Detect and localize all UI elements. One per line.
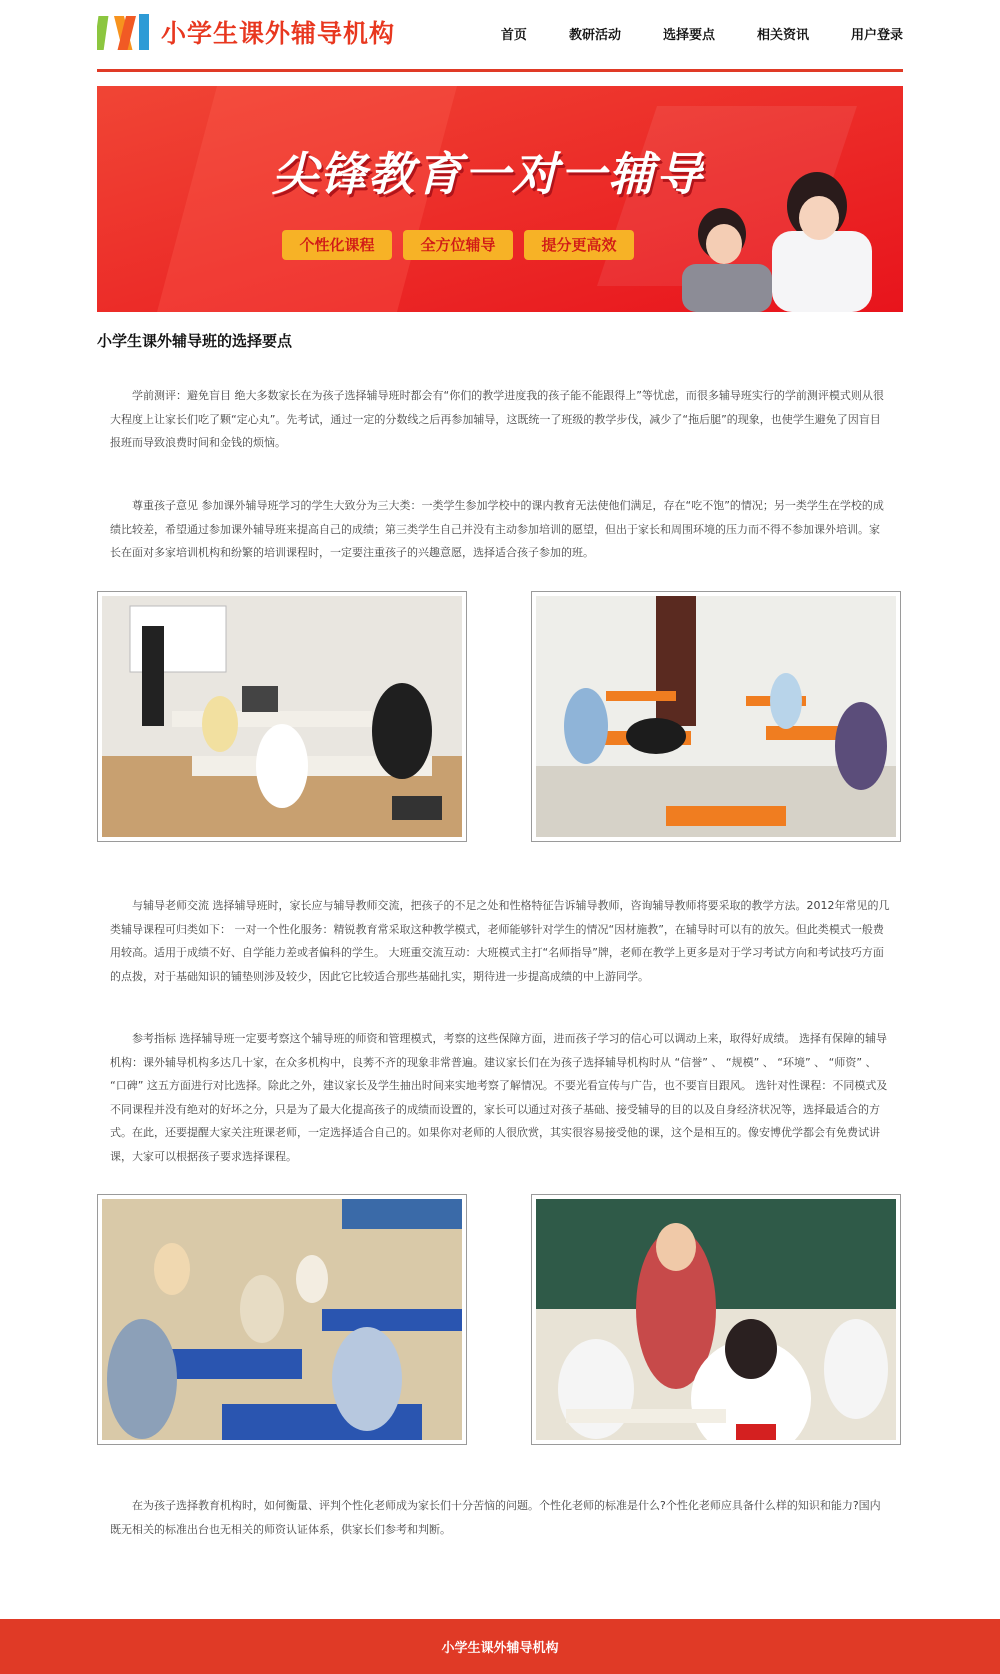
classroom-photo-4 bbox=[531, 1194, 901, 1445]
logo-icon bbox=[97, 12, 153, 52]
hero-banner bbox=[97, 86, 903, 312]
nav-home[interactable]: 首页 bbox=[500, 28, 527, 43]
classroom-photo-1 bbox=[97, 591, 467, 842]
banner-button-score-boost[interactable]: 提分更高效 bbox=[524, 230, 634, 260]
header-divider bbox=[97, 69, 903, 72]
classroom-photo-2 bbox=[531, 591, 901, 842]
footer-text: 小学生课外辅导机构 bbox=[441, 1641, 559, 1656]
paragraph-2: 尊重孩子意见 参加课外辅导班学习的学生大致分为三大类：一类学生参加学校中的课内教育无法使他们满足，存在“吃不饱”的情况；另一类学生在学校的成绩比较差，希望通过参加课外辅导班来提高自己的成绩；第三类学生自己并没有主动参加培训的愿望，但出于家长和周围环境的压力而不得不参加课外培训。家长在面对多家培训机构和纷繁的培训课程时，一定要注重孩子的兴趣意愿，选择适合孩子参加的班。 bbox=[110, 499, 884, 559]
site-header bbox=[97, 0, 903, 68]
paragraph-4: 参考指标 选择辅导班一定要考察这个辅导班的师资和管理模式，考察的这些保障方面，进而孩子学习的信心可以调动上来，取得好成绩。 选择有保障的辅导机构：课外辅导机构多达几十家，在众多机构中，良莠不齐的现象非常普遍。建议家长们在为孩子选择辅导机构时从 “信誉” 、 “规模” 、 “环境” 、 “师资” 、 “口碑” 这五方面进行对比选择。除此之外，建议家长及学生抽出时间来实地考察了解情况。不要光看宣传与广告，也不要盲目跟风。 选针对性课程：不同模式及不同课程并没有绝对的好坏之分，只是为了最大化提高孩子的成绩而设置的，家长可以通过对孩子基础、接受辅导的目的以及自身经济状况等，选择最适合的方式。在此，还要提醒大家关注班课老师，一定选择适合自己的。如果你对老师的人很欣赏，其实很容易接受他的课，这个是相互的。像安博优学都会有免费试讲课，大家可以根据孩子要求选择课程。 bbox=[110, 1032, 888, 1163]
nav-research[interactable]: 教研活动 bbox=[568, 28, 621, 43]
nav-news[interactable]: 相关资讯 bbox=[756, 28, 809, 43]
site-footer bbox=[0, 1619, 1000, 1674]
site-name: 小学生课外辅导机构 bbox=[161, 19, 396, 48]
paragraph-5: 在为孩子选择教育机构时，如何衡量、评判个性化老师成为家长们十分苦恼的问题。个性化老师的标准是什么?个性化老师应具备什么样的知识和能力?国内既无相关的标准出台也无相关的师资认证体系，供家长们参考和判断。 bbox=[110, 1499, 881, 1536]
article-title: 小学生课外辅导班的选择要点 bbox=[97, 332, 293, 350]
paragraph-1: 学前测评：避免盲目 绝大多数家长在为孩子选择辅导班时都会有“你们的教学进度我的孩子能不能跟得上”等忧虑，而很多辅导班实行的学前测评模式则从很大程度上让家长们吃了颗“定心丸”。先考试，通过一定的分数线之后再参加辅导，这既统一了班级的教学步伐，减少了“拖后腿”的现象，也使学生避免了因盲目报班而导致浪费时间和金钱的烦恼。 bbox=[110, 389, 884, 449]
paragraph-3: 与辅导老师交流 选择辅导班时，家长应与辅导教师交流，把孩子的不足之处和性格特征告诉辅导教师，咨询辅导教师将要采取的教学方法。2012年常见的几类辅导课程可归类如下： 一对一个性化服务：精锐教育常采取这种教学模式，老师能够针对学生的情况“因材施教”，在辅导时可以有的放矢。但此类模式一般费用较高。适用于成绩不好、自学能力差或者偏科的学生。 大班重交流互动：大班模式主打“名师指导”牌，老师在教学上更多是对于学习考试方向和考试技巧方面的点拨，对于基础知识的铺垫则涉及较少，因此它比较适合那些基础扎实，期待进一步提高成绩的中上游同学。 bbox=[110, 899, 890, 983]
site-logo[interactable] bbox=[97, 10, 395, 54]
banner-button-custom-course[interactable]: 个性化课程 bbox=[282, 230, 392, 260]
banner-button-full-tutoring[interactable]: 全方位辅导 bbox=[403, 230, 513, 260]
banner-headline: 尖锋教育一对一辅导 bbox=[272, 147, 704, 201]
main-nav bbox=[459, 24, 903, 43]
nav-selection-tips[interactable]: 选择要点 bbox=[662, 28, 715, 43]
nav-login[interactable]: 用户登录 bbox=[850, 28, 903, 43]
classroom-photo-3 bbox=[97, 1194, 467, 1445]
